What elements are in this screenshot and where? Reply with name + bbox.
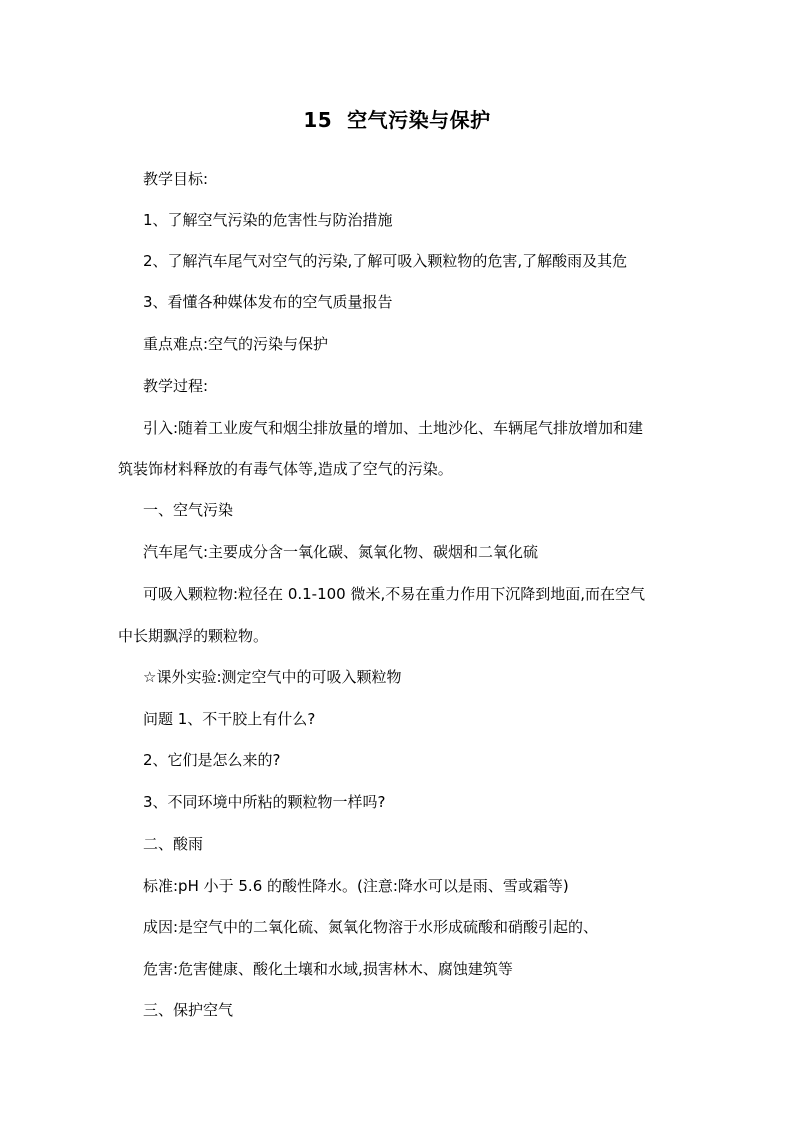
exhaust-line: 汽车尾气:主要成分含一氧化碳、氮氧化物、碳烟和二氧化硫 bbox=[143, 543, 539, 561]
question-2: 2、它们是怎么来的? bbox=[143, 751, 281, 769]
section-heading-acid-rain: 二、酸雨 bbox=[143, 835, 204, 853]
intro-line-1: 引入:随着工业废气和烟尘排放量的增加、土地沙化、车辆尾气排放增加和建 bbox=[143, 419, 644, 437]
heading-objectives: 教学目标: bbox=[143, 170, 209, 188]
particulate-line-2: 中长期飘浮的颗粒物。 bbox=[118, 627, 269, 645]
question-1: 问题 1、不干胶上有什么? bbox=[143, 710, 316, 728]
section-heading-protect-air: 三、保护空气 bbox=[143, 1001, 234, 1019]
acid-rain-standard: 标准:pH 小于 5.6 的酸性降水。(注意:降水可以是雨、雪或霜等) bbox=[143, 877, 569, 895]
intro-line-2: 筑装饰材料释放的有毒气体等,造成了空气的污染。 bbox=[118, 460, 453, 478]
acid-rain-harm: 危害:危害健康、酸化土壤和水域,损害林木、腐蚀建筑等 bbox=[143, 960, 513, 978]
acid-rain-cause: 成因:是空气中的二氧化硫、氮氧化物溶于水形成硫酸和硝酸引起的、 bbox=[143, 918, 599, 936]
question-3: 3、不同环境中所粘的颗粒物一样吗? bbox=[143, 793, 386, 811]
objective-1: 1、了解空气污染的危害性与防治措施 bbox=[143, 211, 393, 229]
particulate-line-1: 可吸入颗粒物:粒径在 0.1-100 微米,不易在重力作用下沉降到地面,而在空气 bbox=[143, 585, 646, 603]
page-title: 15 空气污染与保护 bbox=[303, 108, 491, 132]
objective-3: 3、看懂各种媒体发布的空气质量报告 bbox=[143, 293, 393, 311]
objective-2: 2、了解汽车尾气对空气的污染,了解可吸入颗粒物的危害,了解酸雨及其危 bbox=[143, 252, 628, 270]
section-heading-air-pollution: 一、空气污染 bbox=[143, 501, 234, 519]
experiment-line: ☆课外实验:测定空气中的可吸入颗粒物 bbox=[143, 668, 402, 686]
key-points: 重点难点:空气的污染与保护 bbox=[143, 335, 329, 353]
heading-process: 教学过程: bbox=[143, 377, 209, 395]
